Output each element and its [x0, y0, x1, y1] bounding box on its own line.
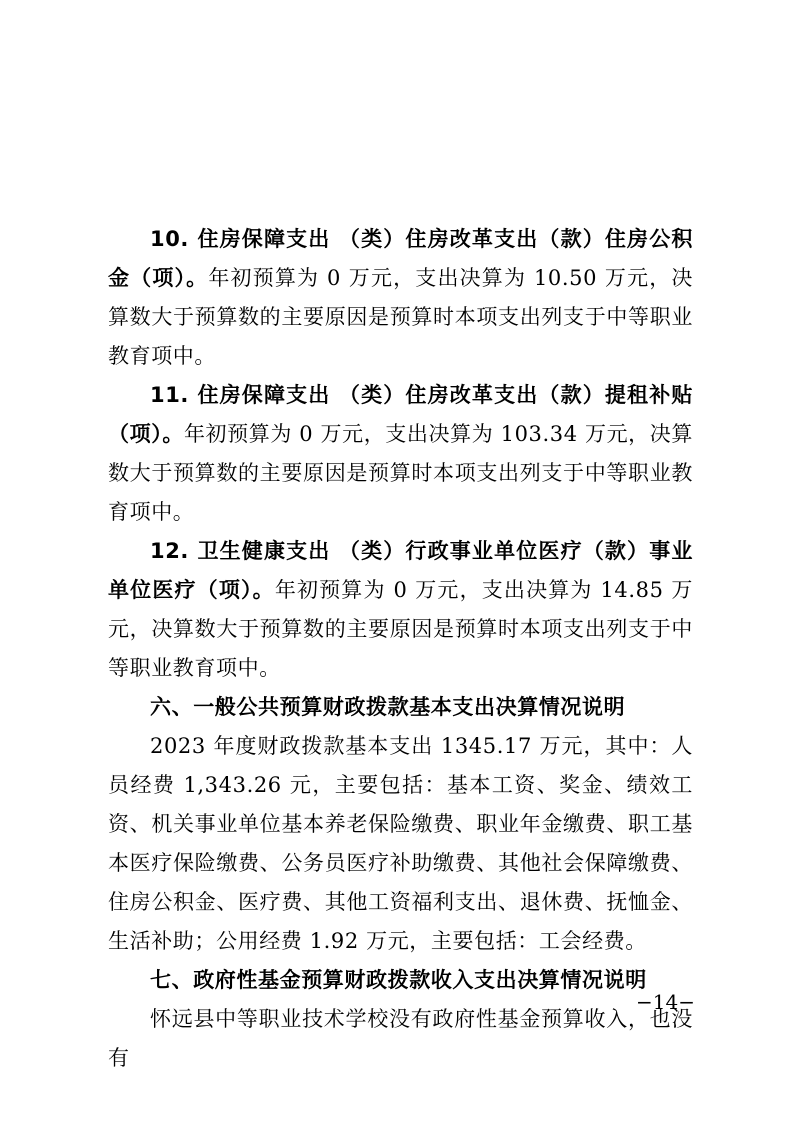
section-6-heading: 六、一般公共预算财政拨款基本支出决算情况说明 — [150, 695, 626, 719]
section-7-heading: 七、政府性基金预算财政拨款收入支出决算情况说明 — [150, 968, 647, 992]
paragraph-item-11 — [108, 376, 693, 532]
item-11-lead: 11. 住房保障支出 （类）住房改革支出（款）提租补贴（项）。 — [108, 383, 693, 446]
paragraph-item-10 — [108, 220, 693, 376]
section-7-body: 怀远县中等职业技术学校没有政府性基金预算收入，也没有 — [108, 1007, 693, 1070]
item-10-lead: 10. 住房保障支出 （类）住房改革支出（款）住房公积金（项）。 — [108, 227, 693, 290]
page-number: −14− — [636, 990, 695, 1014]
item-11-body: 年初预算为 0 万元，支出决算为 103.34 万元，决算数大于预算数的主要原因是预算时本项支出列支于中等职业教育项中。 — [108, 422, 693, 524]
item-10-body: 年初预算为 0 万元，支出决算为 10.50 万元，决算数大于预算数的主要原因是预算时本项支出列支于中等职业教育项中。 — [108, 266, 693, 368]
document-body — [108, 220, 693, 1078]
paragraph-item-12 — [108, 532, 693, 688]
item-12-lead: 12. 卫生健康支出 （类）行政事业单位医疗（款）事业单位医疗（项）。 — [108, 539, 693, 602]
section-6-body: 2023 年度财政拨款基本支出 1345.17 万元，其中：人员经费 1,343.26 元，主要包括：基本工资、奖金、绩效工资、机关事业单位基本养老保险缴费、职业年金缴费、职工基本医疗保险缴费、公务员医疗补助缴费、其他社会保障缴费、住房公积金、医疗费、其他工资福利支出、退休费、抚恤金、生活补助；公用经费 1.92 万元，主要包括：工会经费。 — [108, 734, 693, 953]
item-12-body: 年初预算为 0 万元，支出决算为 14.85 万元，决算数大于预算数的主要原因是预算时本项支出列支于中等职业教育项中。 — [108, 578, 693, 680]
